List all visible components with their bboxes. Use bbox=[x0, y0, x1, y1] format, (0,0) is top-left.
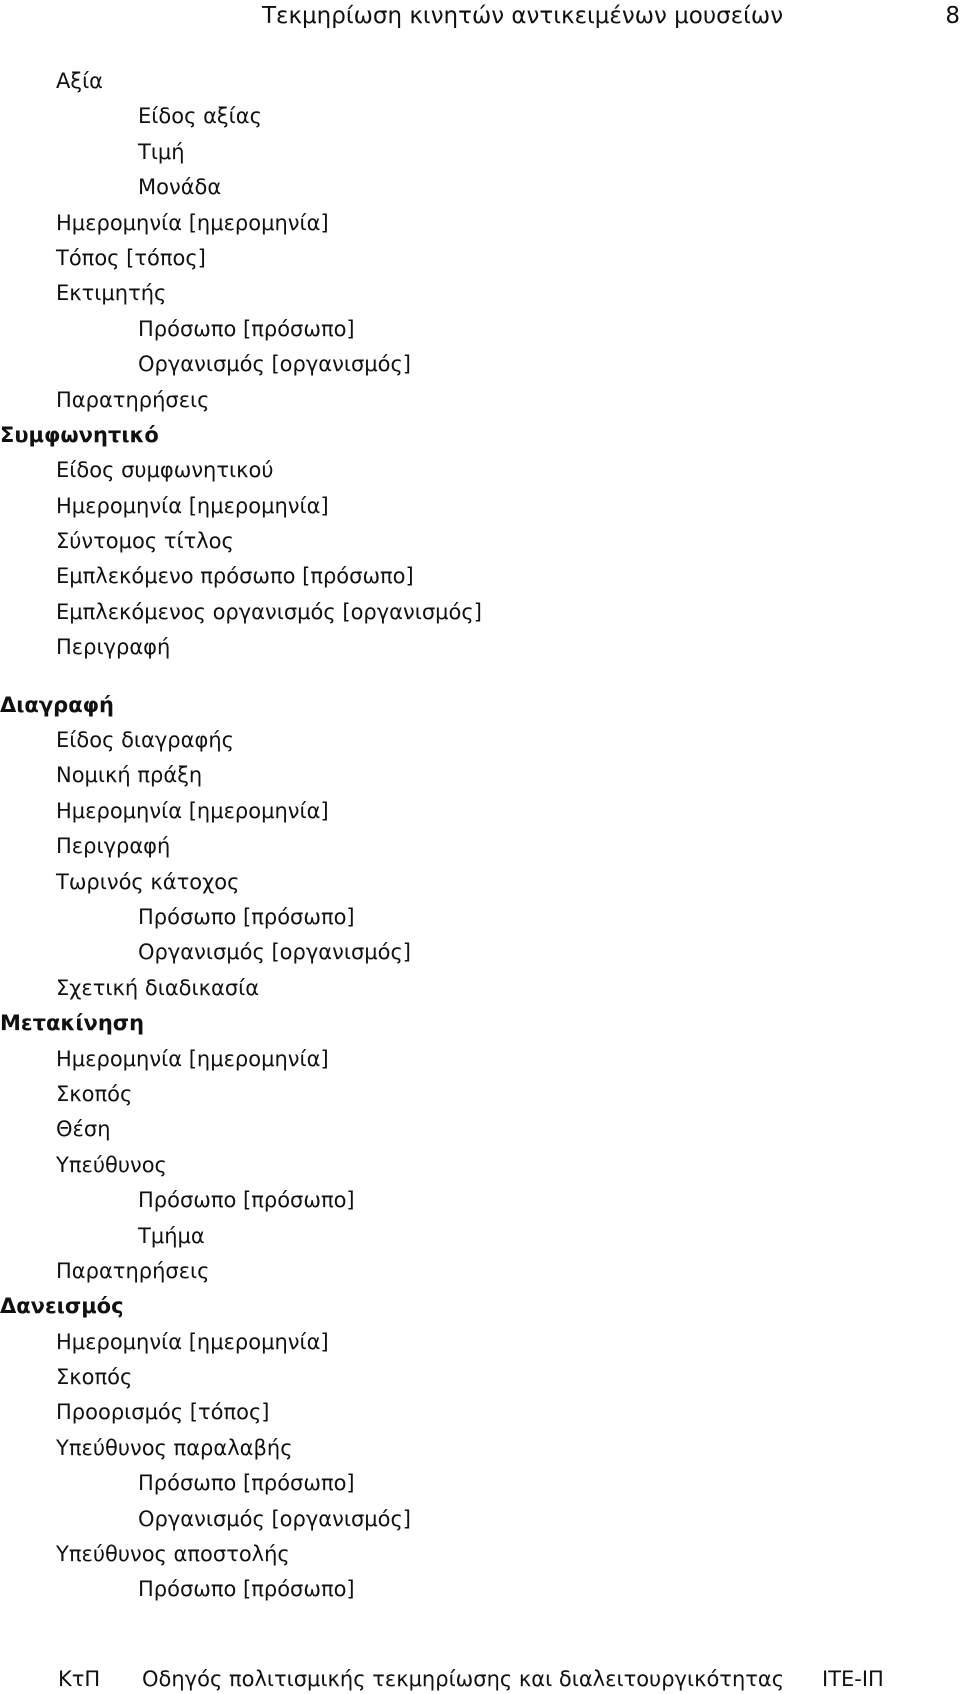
field-label: Ημερομηνία [ημερομηνία] bbox=[56, 210, 329, 235]
field-label: Παρατηρήσεις bbox=[56, 1258, 210, 1283]
field-label: Οργανισμός [οργανισμός] bbox=[138, 352, 411, 377]
field-label: Τωρινός κάτοχος bbox=[56, 869, 240, 894]
field-label: Περιγραφή bbox=[56, 635, 171, 660]
field-label: Πρόσωπο [πρόσωπο] bbox=[138, 316, 355, 341]
page-footer bbox=[0, 1665, 960, 1693]
field-label: Πρόσωπο [πρόσωπο] bbox=[138, 1188, 355, 1213]
field-label: Υπεύθυνος αποστολής bbox=[56, 1542, 290, 1567]
page-number: 8 bbox=[945, 3, 960, 29]
field-label: Νομική πράξη bbox=[56, 763, 203, 788]
field-label: Τόπος [τόπος] bbox=[56, 245, 206, 270]
field-label: Αξία bbox=[56, 69, 104, 93]
field-label: Είδος διαγραφής bbox=[56, 728, 234, 753]
field-label: Υπεύθυνος παραλαβής bbox=[56, 1435, 293, 1460]
field-label: Προορισμός [τόπος] bbox=[56, 1400, 270, 1425]
footer-center-label: Οδηγός πολιτισμικής τεκμηρίωσης και διαλειτουργικότητας bbox=[142, 1667, 785, 1691]
field-label: Τιμή bbox=[138, 139, 185, 164]
section-heading: Μετακίνηση bbox=[0, 1011, 145, 1036]
field-label: Υπεύθυνος bbox=[56, 1152, 167, 1177]
field-label: Θέση bbox=[56, 1117, 111, 1142]
field-label: Ημερομηνία [ημερομηνία] bbox=[56, 493, 329, 518]
field-label: Πρόσωπο [πρόσωπο] bbox=[138, 904, 355, 929]
page-header-title: Τεκμηρίωση κινητών αντικειμένων μουσείων bbox=[262, 3, 784, 29]
field-label: Σύντομος τίτλος bbox=[56, 529, 234, 554]
footer-right-label: ΙΤΕ-ΙΠ bbox=[822, 1667, 884, 1691]
document-outline bbox=[0, 64, 960, 1608]
field-label: Εμπλεκόμενο πρόσωπο [πρόσωπο] bbox=[56, 564, 414, 589]
section-heading: Δανεισμός bbox=[0, 1294, 124, 1319]
footer-left-label: ΚτΠ bbox=[58, 1667, 101, 1691]
field-label: Πρόσωπο [πρόσωπο] bbox=[138, 1471, 355, 1496]
section-heading: Συμφωνητικό bbox=[0, 422, 159, 447]
field-label: Ημερομηνία [ημερομηνία] bbox=[56, 798, 329, 823]
field-label: Τμήμα bbox=[138, 1223, 205, 1248]
field-label: Πρόσωπο [πρόσωπο] bbox=[138, 1577, 355, 1602]
field-label: Παρατηρήσεις bbox=[56, 387, 210, 412]
field-label: Εμπλεκόμενος οργανισμός [οργανισμός] bbox=[56, 599, 482, 624]
field-label: Σχετική διαδικασία bbox=[56, 975, 260, 1000]
field-label: Ημερομηνία [ημερομηνία] bbox=[56, 1046, 329, 1071]
field-label: Είδος αξίας bbox=[138, 104, 262, 129]
field-label: Ημερομηνία [ημερομηνία] bbox=[56, 1329, 329, 1354]
field-label: Είδος συμφωνητικού bbox=[56, 458, 274, 483]
field-label: Μονάδα bbox=[138, 175, 222, 200]
field-label: Εκτιμητής bbox=[56, 281, 167, 306]
field-label: Οργανισμός [οργανισμός] bbox=[138, 940, 411, 965]
section-heading: Διαγραφή bbox=[0, 692, 115, 717]
field-label: Σκοπός bbox=[56, 1081, 133, 1106]
field-label: Σκοπός bbox=[56, 1365, 133, 1390]
field-label: Περιγραφή bbox=[56, 834, 171, 859]
field-label: Οργανισμός [οργανισμός] bbox=[138, 1506, 411, 1531]
